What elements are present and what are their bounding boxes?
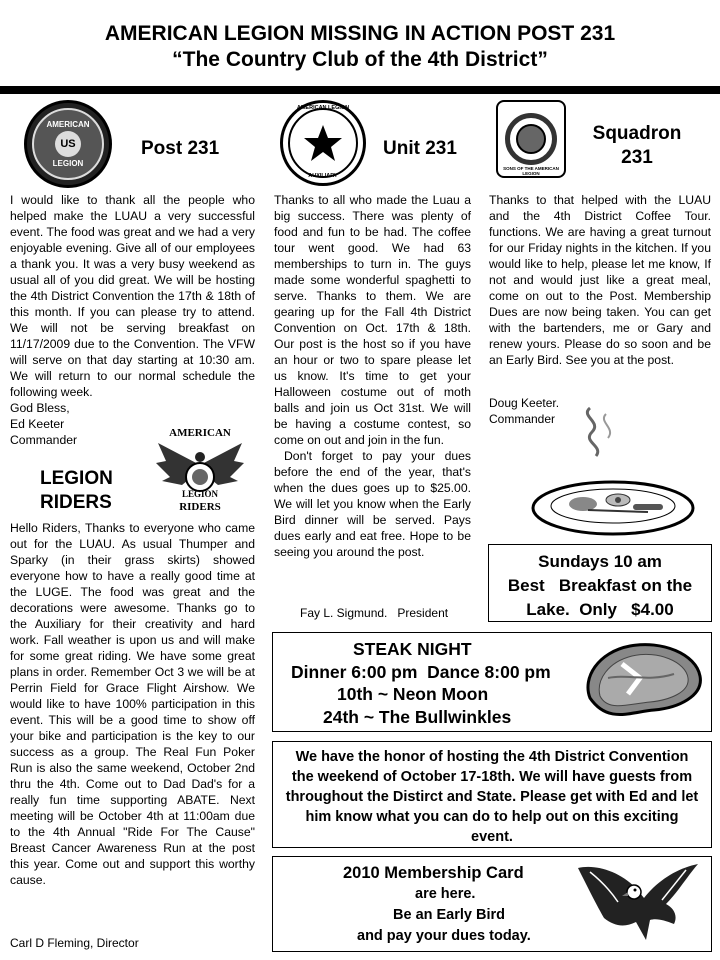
unit-logo-bottom: AUXILIARY	[308, 173, 338, 179]
squadron-heading-line1: Squadron	[592, 123, 682, 144]
breakfast-line3: Lake. Only $4.00	[526, 600, 674, 619]
squadron-signer: Doug Keeter.	[489, 396, 560, 410]
post-body: I would like to thank all the people who helped make the LUAU a very successful event. The food was great and we had a very enjoyable evening. Give all of our employees a thank you. It was a very busy weekend as usual all of you did great. We will be hosting the 4th District Convention the 17th & 18th of this month. If you can please try to attend. We will not be serving breakfast on 11/17/2009 due to the Convention. The VFW will serve on that day starting at 10:30 am. We will return to our normal schedule the following week.	[10, 193, 255, 399]
post-signer: Ed Keeter	[10, 417, 65, 431]
post-logo-center: US	[55, 131, 81, 157]
breakfast-plate-icon	[528, 400, 698, 540]
sons-of-legion-emblem-icon	[496, 100, 566, 178]
convention-text: We have the honor of hosting the 4th District Convention the weekend of October 17-18th. We will have guests from throughout the Distirct and State. Please get with Ed and let him know what you can do to help out on this exciting event.	[285, 749, 699, 845]
squadron-body: Thanks to that helped with the LUAU and the 4th District Coffee Tour. functions. We are having a great turnout for our Friday nights in the kitchen. If you would like to help, please let me know, If not and would just like a great meal, come on out to the Post. Membership Dues are now being taken. You can get with the bartenders, me or Gary and renew yours. Please do so soon and be an Early Bird. See you at the post.	[489, 193, 711, 367]
breakfast-line2: Best Breakfast on the	[507, 576, 693, 595]
header-divider	[0, 86, 720, 94]
riders-heading-line2: RIDERS	[40, 492, 112, 513]
american-legion-emblem-icon	[24, 100, 112, 188]
unit-signature: Fay L. Sigmund. President	[300, 606, 449, 620]
steak-icon	[578, 638, 706, 726]
riders-heading	[40, 467, 113, 515]
squadron-role: Commander	[489, 412, 556, 426]
unit-body: Thanks to all who made the Luau a big success. There was plenty of food and fun to be had. The coffee tour went good. We had 63 memberships to turn in. The guys made some wonderful spaghetti to serve. Thanks to them. We are gearing up for the Fall 4th District Convention on Oct. 17th & 18th. Our post is the host so if you have an hour or two to spare please let us know. It's time to get your Halloween costume out of moth balls and join us Oct 31st. We will be having a costume contest, so come on out and join in the fun.	[274, 193, 471, 447]
unit-article	[274, 192, 471, 560]
membership-title: 2010 Membership Card	[343, 864, 524, 882]
post-logo-top: AMERICAN	[46, 120, 90, 129]
riders-logo-top: AMERICAN	[169, 427, 231, 439]
steak-line2: 10th ~ Neon Moon	[337, 684, 489, 704]
post-role: Commander	[10, 433, 78, 447]
unit-logo-top: AMERICAN LEGION	[296, 105, 350, 111]
steak-title: STEAK NIGHT	[353, 639, 472, 659]
squadron-heading	[588, 122, 686, 170]
riders-heading-line1: LEGION	[40, 468, 113, 489]
membership-line1: are here.	[415, 886, 476, 902]
riders-logo-bottom: RIDERS	[179, 501, 221, 513]
riders-logo-mid: LEGION	[181, 489, 218, 499]
convention-box	[272, 741, 712, 848]
steak-line1: Dinner 6:00 pm Dance 8:00 pm	[291, 661, 551, 682]
post-article	[10, 192, 255, 448]
riders-signature: Carl D Fleming, Director	[10, 936, 139, 950]
eagle-icon	[574, 858, 702, 950]
post-logo-bottom: LEGION	[52, 159, 84, 168]
breakfast-line1: Sundays 10 am	[538, 552, 662, 571]
page-subtitle: “The Country Club of the 4th District”	[172, 48, 548, 71]
squadron-heading-line2: 231	[621, 147, 653, 168]
breakfast-box	[488, 544, 712, 622]
squadron-logo-text: SONS OF THE AMERICAN LEGION	[503, 166, 559, 176]
auxiliary-emblem-icon	[280, 100, 366, 186]
page-title: AMERICAN LEGION MISSING IN ACTION POST 231	[104, 22, 616, 45]
post-closing: God Bless,	[10, 401, 70, 415]
riders-body: Hello Riders, Thanks to everyone who came out for the LUAU. As usual Thumper and Sparky (in their grass skirts) showed everyone how to have a really good time at the LUGE. The food was great and the decorations were awesome. Thanks go to the Auxiliary for their creativity and hard work. Fall weather is upon us and will make for some great riding. We have some great plans in order. Remember Oct 3 we will be at Perrin Field for Grace Flight Airshow. We would like to have 100% participation in this event. This will be a good time to show off your bike and participation is the key to our success as a group. The Real Fun Poker Run is also the same weekend, October 2nd thru the 4th. Come out to Dad Dad's for a really fun time supporting ABATE. Next meeting will be October 4th at 11:00am due to the 4th Annual "Ride For The Cause" Breast Cancer Awareness Run at the post this year. Come out and support this worthy cause.	[10, 521, 255, 887]
unit-heading: Unit 231	[383, 138, 457, 159]
steak-line3: 24th ~ The Bullwinkles	[323, 706, 512, 727]
unit-body-2: Don't forget to pay your dues before the end of the year, that's when the dues goes up to $25.00. We will let you know when the Early Bird dinner will be served. Pays dues early and eat free. Hope to be seeing you around the post.	[274, 449, 471, 559]
membership-line2: Be an Early Bird	[393, 907, 506, 923]
legion-riders-eagle-icon	[152, 425, 248, 517]
membership-line3: and pay your dues today.	[357, 928, 531, 944]
post-heading: Post 231	[141, 138, 220, 159]
